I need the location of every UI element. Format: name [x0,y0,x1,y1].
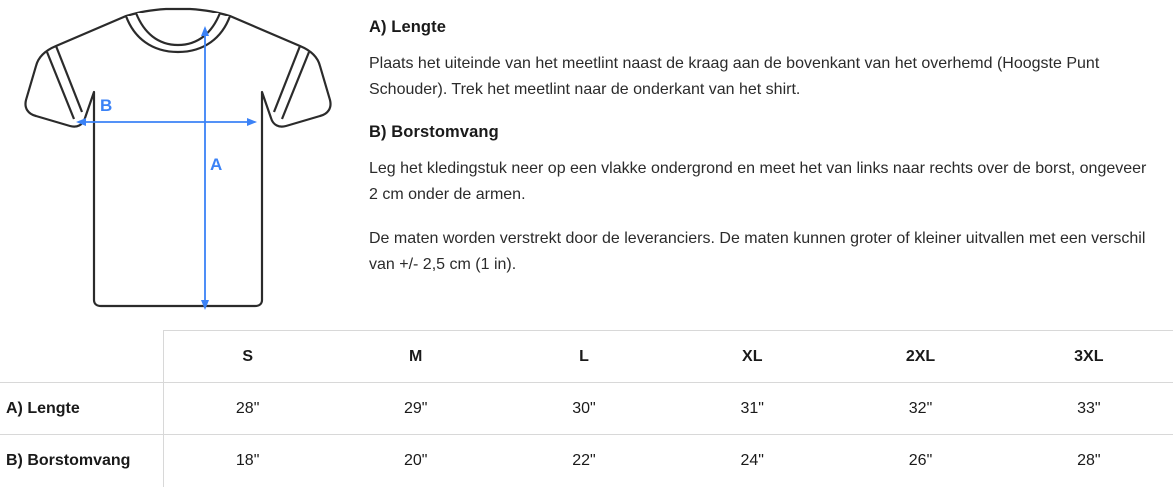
table-col-header-2xl: 2XL [836,331,1004,383]
cell-length-s: 28" [163,383,331,435]
table-col-header-s: S [163,331,331,383]
cell-chest-s: 18" [163,435,331,487]
text-note: De maten worden verstrekt door de leveranciers. De maten kunnen groter of kleiner uitvallen met een verschil van +/- 2,5 cm (1 in). [369,229,1146,273]
tshirt-illustration [0,0,355,330]
table-col-header-m: M [332,331,500,383]
heading-length: A) Lengte [369,18,446,36]
text-length: Plaats het uiteinde van het meetlint naast de kraag aan de bovenkant van het overhemd (Hoogste Punt Schouder). Trek het meetlint naar de onderkant van het shirt. [369,55,1100,98]
table-header-row [0,331,1173,383]
cell-length-xl: 31" [668,383,836,435]
table-row [0,435,1173,487]
table-row [0,383,1173,435]
cell-length-2xl: 32" [836,383,1004,435]
table-col-header-3xl: 3XL [1005,331,1173,383]
table-col-header-xl: XL [668,331,836,383]
heading-chest: B) Borstomvang [369,122,499,141]
cell-chest-xl: 24" [668,435,836,487]
illustration-label-a: A [210,155,223,174]
cell-chest-2xl: 26" [836,435,1004,487]
cell-chest-m: 20" [332,435,500,487]
size-table [0,330,1173,487]
cell-chest-l: 22" [500,435,668,487]
cell-length-3xl: 33" [1005,383,1173,435]
row-label-chest: B) Borstomvang [0,435,163,487]
instructions-panel [355,0,1173,295]
text-chest: Leg het kledingstuk neer op een vlakke ondergrond en meet het van links naar rechts over de borst, ongeveer 2 cm onder de armen. [369,159,1147,203]
row-label-length: A) Lengte [0,383,163,435]
cell-length-l: 30" [500,383,668,435]
cell-chest-3xl: 28" [1005,435,1173,487]
table-corner-cell [0,331,163,383]
table-col-header-l: L [500,331,668,383]
cell-length-m: 29" [332,383,500,435]
illustration-label-b: B [100,96,113,115]
